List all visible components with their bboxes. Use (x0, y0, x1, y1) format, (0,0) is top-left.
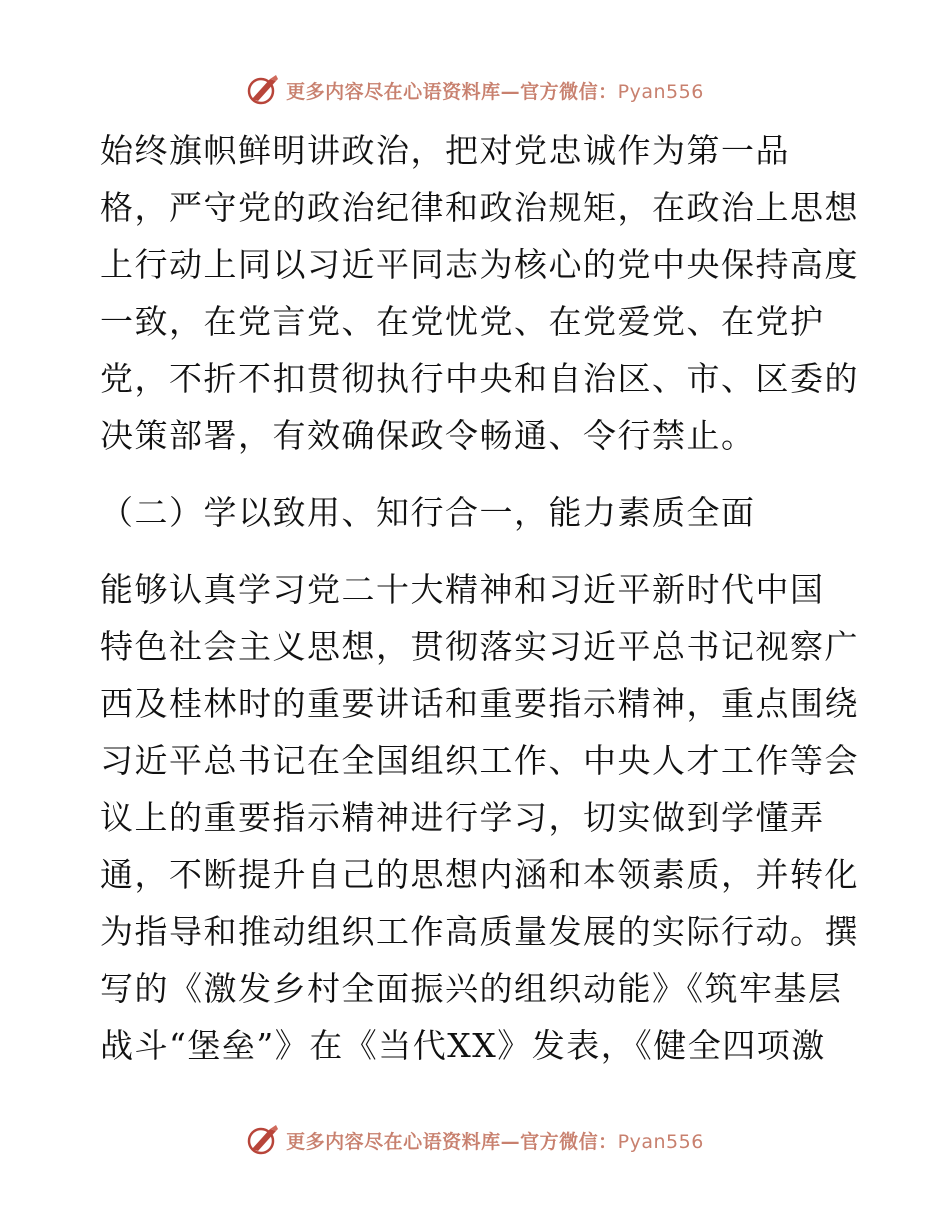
text-line: 西及桂林时的重要讲话和重要指示精神，重点围绕 (100, 684, 859, 723)
text-line: 始终旗帜鲜明讲政治，把对党忠诚作为第一品 (100, 131, 790, 170)
watermark-text (286, 1127, 704, 1154)
watermark-wechat-id: Pyan556 (617, 80, 704, 103)
paragraph-1 (100, 122, 860, 464)
text-line: 战斗“堡垒”》在《当代XX》发表，《健全四项激 (100, 1026, 826, 1065)
text-line: 能够认真学习党二十大精神和习近平新时代中国 (100, 570, 825, 609)
text-line: 为指导和推动组织工作高质量发展的实际行动。撰 (100, 912, 859, 951)
text-line: 党，不折不扣贯彻执行中央和自治区、市、区委的 (100, 359, 859, 398)
pen-logo-icon (246, 73, 280, 107)
text-line: 通，不断提升自己的思想内涵和本领素质，并转化 (100, 855, 859, 894)
text-line: 议上的重要指示精神进行学习，切实做到学懂弄 (100, 798, 825, 837)
document-body (100, 122, 860, 1074)
watermark-text (286, 77, 704, 104)
paragraph-2 (100, 561, 860, 1074)
text-line: 一致，在党言党、在党忧党、在党爱党、在党护 (100, 302, 825, 341)
text-line: 决策部署，有效确保政令畅通、令行禁止。 (100, 416, 756, 455)
text-line: 特色社会主义思想，贯彻落实习近平总书记视察广 (100, 627, 859, 666)
text-line: 写的《激发乡村全面振兴的组织动能》《筑牢基层 (100, 969, 843, 1008)
text-line: 习近平总书记在全国组织工作、中央人才工作等会 (100, 741, 859, 780)
text-line: 上行动上同以习近平同志为核心的党中央保持高度 (100, 245, 859, 284)
watermark-banner-bottom (0, 1120, 950, 1160)
pen-logo-icon (246, 1123, 280, 1157)
watermark-wechat-id: Pyan556 (617, 1130, 704, 1153)
watermark-label: 更多内容尽在心语资料库—官方微信： (286, 80, 618, 103)
text-line: 格，严守党的政治纪律和政治规矩，在政治上思想 (100, 188, 859, 227)
section-heading: （二）学以致用、知行合一，能力素质全面 (100, 493, 756, 532)
watermark-label: 更多内容尽在心语资料库—官方微信： (286, 1130, 618, 1153)
watermark-banner-top (0, 70, 950, 110)
